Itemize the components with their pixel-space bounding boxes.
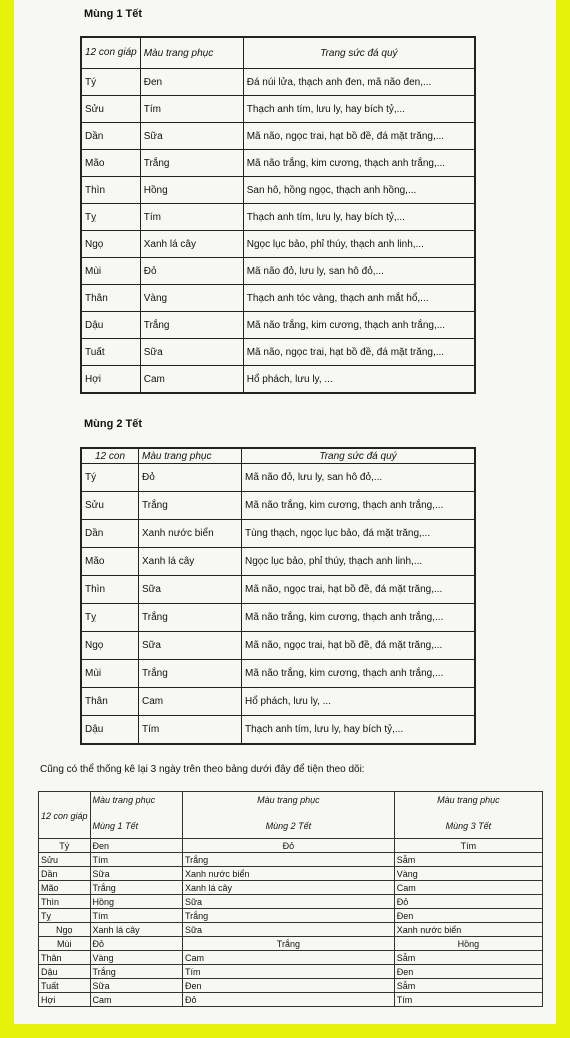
table-cell: Thân <box>81 688 139 716</box>
table-cell: Đỏ <box>182 993 394 1007</box>
table-cell: Vàng <box>140 285 243 312</box>
table-cell: Xanh lá cây <box>140 231 243 258</box>
table-row <box>81 548 475 576</box>
table-cell: Sẫm <box>394 853 542 867</box>
table-cell: Hợi <box>39 993 91 1007</box>
table-cell: Dậu <box>81 716 139 745</box>
table-row <box>39 993 543 1007</box>
col-zodiac-header: 12 con <box>81 448 139 464</box>
table-cell: Sữa <box>140 339 243 366</box>
table-cell: Mã não trắng, kim cương, thạch anh trắng,... <box>242 492 476 520</box>
table-cell: Mã não đỏ, lưu ly, san hô đỏ,... <box>242 464 476 492</box>
table-cell: Xanh lá cây <box>139 548 242 576</box>
table-cell: Mã não trắng, kim cương, thạch anh trắng,... <box>243 150 475 177</box>
col-color-header: Màu trang phục <box>140 37 243 69</box>
table-row <box>81 688 475 716</box>
table-row <box>39 923 543 937</box>
table-row <box>81 123 475 150</box>
table-cell: Dậu <box>81 312 140 339</box>
table-row <box>81 632 475 660</box>
table-row <box>81 492 475 520</box>
table-cell: Thạch anh tóc vàng, thạch anh mắt hổ,... <box>243 285 475 312</box>
section1-title: Mùng 1 Tết <box>84 8 143 20</box>
table-cell: Đen <box>140 69 243 96</box>
table-cell: Ngọc lục bảo, phỉ thúy, thạch anh linh,... <box>243 231 475 258</box>
table-cell: Ngọ <box>81 231 140 258</box>
table-cell: Đen <box>182 979 394 993</box>
table-cell: Mão <box>39 881 91 895</box>
col-label: Màu trang phục <box>257 795 320 805</box>
col-color-header: Màu trang phục <box>139 448 242 464</box>
table-cell: Tím <box>394 839 542 853</box>
table-cell: Thìn <box>81 576 139 604</box>
table-cell: Xanh nước biển <box>182 867 394 881</box>
table-cell: Mùi <box>81 258 140 285</box>
table-cell: Dậu <box>39 965 91 979</box>
table-row <box>39 965 543 979</box>
table-row <box>81 366 475 394</box>
section1-table <box>80 36 476 394</box>
table-row <box>81 339 475 366</box>
table-cell: Mã não trắng, kim cương, thạch anh trắng,... <box>242 660 476 688</box>
table-cell: Ngọc lục bảo, phỉ thúy, thạch anh linh,... <box>242 548 476 576</box>
table-cell: Cam <box>90 993 182 1007</box>
table-cell: Mão <box>81 150 140 177</box>
col-zodiac-header: 12 con giáp <box>81 37 140 69</box>
table-cell: Ngọ <box>81 632 139 660</box>
table-cell: Sửu <box>81 96 140 123</box>
table-cell: Trắng <box>182 853 394 867</box>
table-row <box>39 895 543 909</box>
table-cell: San hô, hồng ngọc, thạch anh hồng,... <box>243 177 475 204</box>
table-cell: Hổ phách, lưu ly, ... <box>243 366 475 394</box>
table-row <box>81 258 475 285</box>
day1-label: Mùng 1 Tết <box>92 821 139 831</box>
table-cell: Cam <box>140 366 243 394</box>
table-cell: Thạch anh tím, lưu ly, hay bích tỷ,... <box>242 716 476 745</box>
table-cell: Trắng <box>140 312 243 339</box>
col-label: Màu trang phục <box>92 795 156 805</box>
table-cell: Thìn <box>39 895 91 909</box>
table-cell: Tím <box>140 96 243 123</box>
table-cell: Xanh lá cây <box>90 923 182 937</box>
table-cell: Sữa <box>140 123 243 150</box>
intro-text: Cũng có thể thống kê lại 3 ngày trên theo bảng dưới đây để tiện theo dõi: <box>40 764 365 775</box>
table-cell: Trắng <box>140 150 243 177</box>
table-cell: Sữa <box>182 895 394 909</box>
table-cell: Mã não, ngọc trai, hạt bồ đề, đá mặt trăng,... <box>242 576 476 604</box>
table-cell: Tím <box>90 853 182 867</box>
table-cell: Mùi <box>39 937 91 951</box>
table-cell: Mùi <box>81 660 139 688</box>
table-cell: Ngọ <box>39 923 91 937</box>
table-row <box>81 660 475 688</box>
table-header-row <box>81 37 475 69</box>
table-cell: Vàng <box>90 951 182 965</box>
table-cell: Tím <box>394 993 542 1007</box>
table-cell: Trắng <box>139 604 242 632</box>
table-cell: Thân <box>39 951 91 965</box>
table-cell: Đỏ <box>182 839 394 853</box>
table-cell: Thạch anh tím, lưu ly, hay bích tỷ,... <box>243 204 475 231</box>
table-cell: Đen <box>394 965 542 979</box>
table-cell: Tỵ <box>39 909 91 923</box>
section2-title: Mùng 2 Tết <box>84 418 143 430</box>
table-cell: Đỏ <box>140 258 243 285</box>
table-cell: Thạch anh tím, lưu ly, hay bích tỷ,... <box>243 96 475 123</box>
table-cell: Dần <box>81 520 139 548</box>
col-label: Màu trang phục <box>437 795 500 805</box>
table-row <box>81 716 475 745</box>
table-cell: Xanh nước biển <box>394 923 542 937</box>
table-cell: Tỵ <box>81 604 139 632</box>
table-cell: Trắng <box>139 492 242 520</box>
table-cell: Tý <box>81 69 140 96</box>
table-cell: Cam <box>139 688 242 716</box>
col-zodiac-header: 12 con giáp <box>39 792 91 839</box>
table-cell: Sửu <box>39 853 91 867</box>
table-cell: Hồng <box>394 937 542 951</box>
table-row <box>39 951 543 965</box>
table-cell: Sữa <box>90 979 182 993</box>
table-cell: Tùng thạch, ngọc lục bảo, đá mặt trăng,... <box>242 520 476 548</box>
table-cell: Dần <box>39 867 91 881</box>
table-cell: Xanh lá cây <box>182 881 394 895</box>
col-gem-header: Trang sức đá quý <box>243 37 475 69</box>
table-cell: Tím <box>182 965 394 979</box>
table-row <box>81 576 475 604</box>
table-cell: Mã não, ngọc trai, hạt bồ đề, đá mặt trăng,... <box>243 123 475 150</box>
table-cell: Hồng <box>140 177 243 204</box>
table-cell: Đỏ <box>139 464 242 492</box>
table-cell: Sữa <box>139 632 242 660</box>
table-row <box>81 204 475 231</box>
table-row <box>39 979 543 993</box>
day3-label: Mùng 3 Tết <box>445 821 492 831</box>
table-cell: Trắng <box>182 909 394 923</box>
table-cell: Tý <box>81 464 139 492</box>
table-row <box>81 231 475 258</box>
table-row <box>81 150 475 177</box>
table-cell: Trắng <box>90 881 182 895</box>
table-row <box>81 96 475 123</box>
table-row <box>81 604 475 632</box>
table-row <box>81 69 475 96</box>
table-cell: Đá núi lửa, thạch anh đen, mã não đen,... <box>243 69 475 96</box>
table-row <box>39 853 543 867</box>
table-row <box>81 285 475 312</box>
table-header-row <box>39 792 543 839</box>
table-cell: Trắng <box>139 660 242 688</box>
table-row <box>39 937 543 951</box>
table-row <box>81 177 475 204</box>
table-cell: Sẫm <box>394 979 542 993</box>
table-row <box>39 839 543 853</box>
table-cell: Trắng <box>182 937 394 951</box>
table-cell: Tím <box>90 909 182 923</box>
table-cell: Tuất <box>81 339 140 366</box>
table-cell: Vàng <box>394 867 542 881</box>
table-cell: Dần <box>81 123 140 150</box>
table-cell: Xanh nước biển <box>139 520 242 548</box>
table-cell: Trắng <box>90 965 182 979</box>
table-cell: Mã não trắng, kim cương, thạch anh trắng,... <box>242 604 476 632</box>
table-cell: Thìn <box>81 177 140 204</box>
table-cell: Mão <box>81 548 139 576</box>
table-cell: Cam <box>394 881 542 895</box>
table-row <box>39 867 543 881</box>
col-day3-header <box>394 792 542 839</box>
table-cell: Hổ phách, lưu ly, ... <box>242 688 476 716</box>
table-cell: Đỏ <box>394 895 542 909</box>
table-row <box>81 464 475 492</box>
table-cell: Hợi <box>81 366 140 394</box>
table-cell: Thân <box>81 285 140 312</box>
table-cell: Đen <box>394 909 542 923</box>
table-row <box>39 909 543 923</box>
table-cell: Đen <box>90 839 182 853</box>
table-cell: Mã não đỏ, lưu ly, san hô đỏ,... <box>243 258 475 285</box>
table-cell: Cam <box>182 951 394 965</box>
table-cell: Tý <box>39 839 91 853</box>
day2-label: Mùng 2 Tết <box>265 821 312 831</box>
table-cell: Sữa <box>139 576 242 604</box>
table-cell: Tỵ <box>81 204 140 231</box>
table-cell: Sẫm <box>394 951 542 965</box>
table-cell: Đỏ <box>90 937 182 951</box>
table-header-row <box>81 448 475 464</box>
table-cell: Sửu <box>81 492 139 520</box>
table-cell: Tím <box>140 204 243 231</box>
col-day1-header <box>90 792 182 839</box>
table-row <box>81 312 475 339</box>
summary-table <box>38 791 543 1007</box>
table-cell: Mã não, ngọc trai, hạt bồ đề, đá mặt trăng,... <box>242 632 476 660</box>
col-gem-header: Trang sức đá quý <box>242 448 476 464</box>
table-row <box>39 881 543 895</box>
col-day2-header <box>182 792 394 839</box>
table-cell: Tím <box>139 716 242 745</box>
section2-table <box>80 447 476 745</box>
table-row <box>81 520 475 548</box>
table-cell: Mã não trắng, kim cương, thạch anh trắng,... <box>243 312 475 339</box>
table-cell: Sữa <box>90 867 182 881</box>
table-cell: Sữa <box>182 923 394 937</box>
table-cell: Hồng <box>90 895 182 909</box>
table-cell: Tuất <box>39 979 91 993</box>
table-cell: Mã não, ngọc trai, hạt bồ đề, đá mặt trăng,... <box>243 339 475 366</box>
